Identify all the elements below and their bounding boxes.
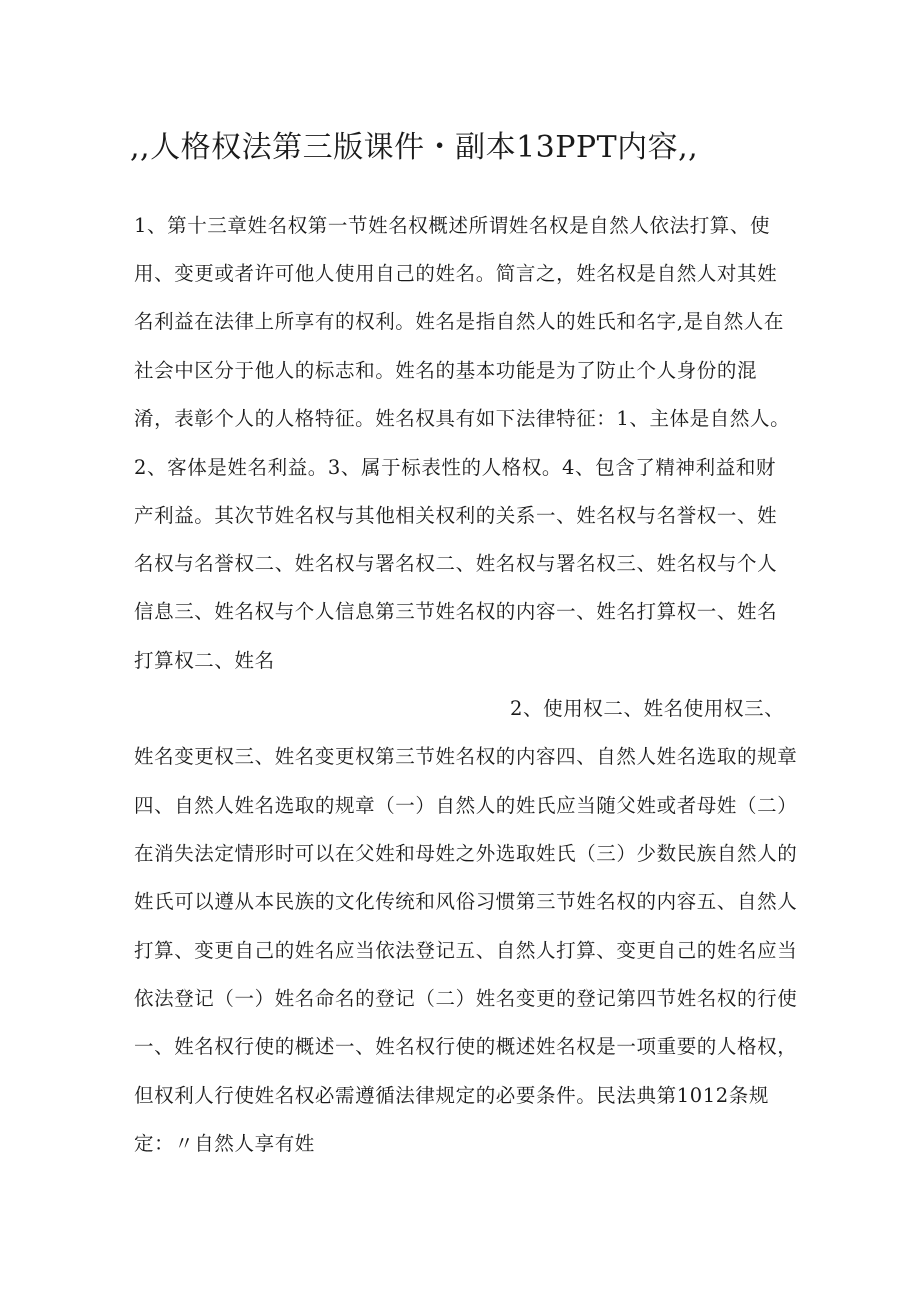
- paragraph-1-line-1: 1、第十三章姓名权第一节姓名权概述所谓姓名权是自然人依法打算、使: [134, 214, 771, 237]
- paragraph-2-line-1: 2、使用权二、姓名使用权三、: [510, 697, 785, 720]
- paragraph-2-line-8: 一、姓名权行使的概述一、姓名权行使的概述姓名权是一项重要的人格权，: [134, 1035, 798, 1058]
- paragraph-1-line-6: 2、客体是姓名利益。3、属于标表性的人格权。4、包含了精神利益和财: [134, 456, 777, 479]
- paragraph-2-line-7: 依法登记（一）姓名命名的登记（二）姓名变更的登记第四节姓名权的行使: [134, 987, 798, 1010]
- document-title: ,,人格权法第三版课件・副本13PPT内容,,: [130, 130, 699, 165]
- paragraph-1-line-9: 信息三、姓名权与个人信息第三节姓名权的内容一、姓名打算权一、姓名: [134, 600, 778, 623]
- paragraph-2-line-2: 姓名变更权三、姓名变更权第三节姓名权的内容四、自然人姓名选取的规章: [134, 745, 798, 768]
- paragraph-1-line-3: 名利益在法律上所享有的权利。姓名是指自然人的姓氏和名字,是自然人在: [134, 310, 784, 333]
- paragraph-1-line-4: 社会中区分于他人的标志和。姓名的基本功能是为了防止个人身份的混: [134, 359, 758, 382]
- paragraph-2-line-6: 打算、变更自己的姓名应当依法登记五、自然人打算、变更自己的姓名应当: [134, 939, 798, 962]
- paragraph-2-line-4: 在消失法定情形时可以在父姓和母姓之外选取姓氏（三）少数民族自然人的: [134, 842, 798, 865]
- paragraph-2-line-5: 姓氏可以遵从本民族的文化传统和风俗习惯第三节姓名权的内容五、自然人: [134, 890, 798, 913]
- paragraph-1-line-10: 打算权二、姓名: [134, 649, 275, 672]
- paragraph-2-line-3: 四、自然人姓名选取的规章（一）自然人的姓氏应当随父姓或者母姓（二）: [134, 794, 798, 817]
- paragraph-2-line-9: 但权利人行使姓名权必需遵循法律规定的必要条件。民法典第1012条规: [134, 1084, 769, 1107]
- paragraph-2-line-10: 定：〃自然人享有姓: [134, 1132, 315, 1155]
- paragraph-1-line-8: 名权与名誉权二、姓名权与署名权二、姓名权与署名权三、姓名权与个人: [134, 552, 778, 575]
- paragraph-1-line-7: 产利益。其次节姓名权与其他相关权利的关系一、姓名权与名誉权一、姓: [134, 504, 778, 527]
- paragraph-1-line-2: 用、变更或者许可他人使用自己的姓名。简言之，姓名权是自然人对其姓: [134, 262, 778, 285]
- paragraph-1-line-5: 淆，表彰个人的人格特征。姓名权具有如下法律特征：1、主体是自然人。: [134, 407, 791, 430]
